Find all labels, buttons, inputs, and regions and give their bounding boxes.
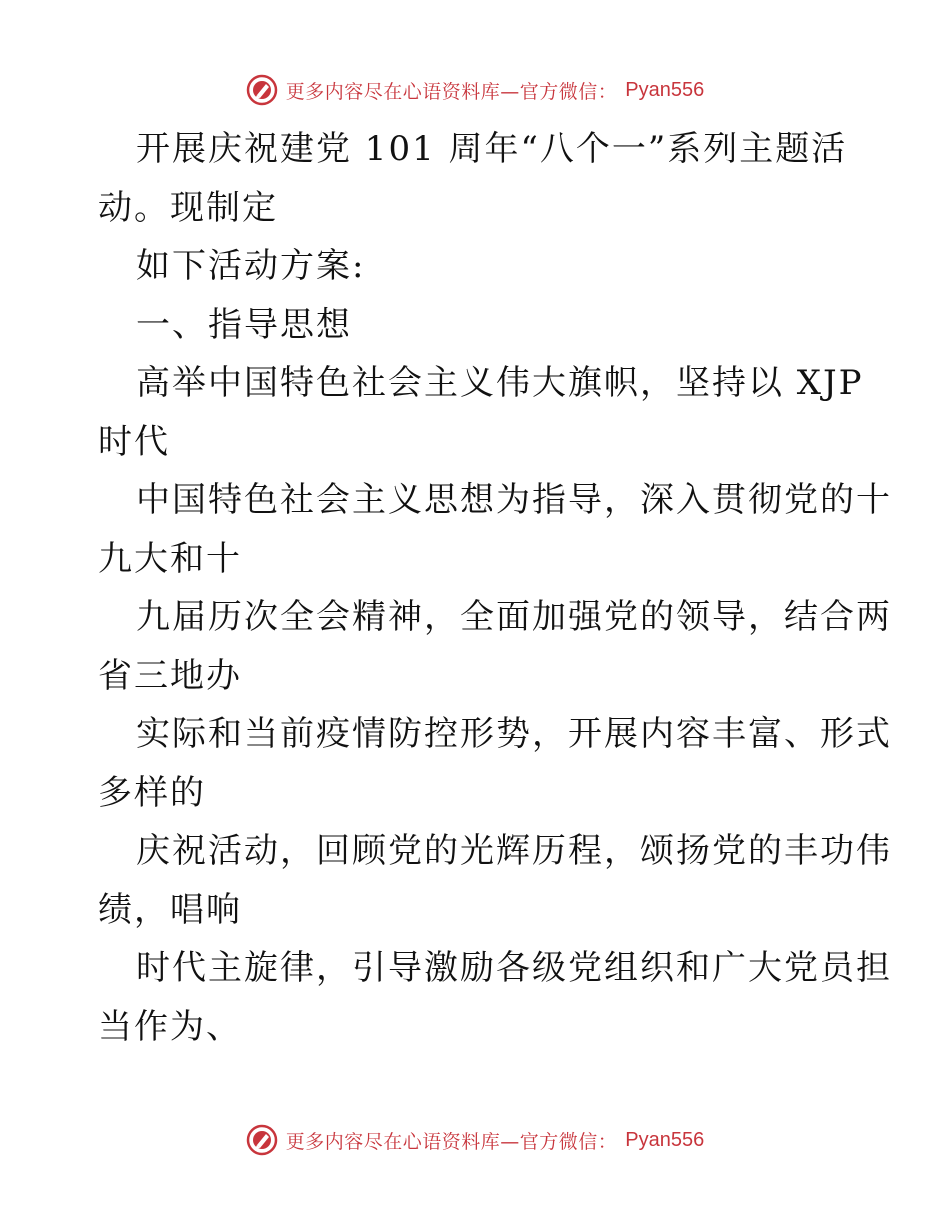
red-pen-circle-logo-icon bbox=[246, 1124, 278, 1156]
body-line: 一、指导思想 bbox=[136, 304, 352, 345]
body-line: 多样的 bbox=[98, 772, 206, 813]
footer-watermark bbox=[0, 1124, 950, 1156]
body-line: 绩，唱响 bbox=[98, 889, 242, 930]
document-body bbox=[98, 120, 892, 1056]
body-line: 动。现制定 bbox=[98, 187, 278, 228]
wechat-id: Pyan556 bbox=[625, 1128, 705, 1151]
body-line: 如下活动方案: bbox=[136, 246, 366, 286]
body-line: 高举中国特色社会主义伟大旗帜，坚持以 XJP bbox=[136, 363, 864, 403]
body-line: 省三地办 bbox=[98, 655, 242, 696]
wechat-id: Pyan556 bbox=[625, 78, 705, 101]
body-line: 九届历次全会精神，全面加强党的领导，结合两 bbox=[136, 597, 892, 637]
body-line: 开展庆祝建党 101 周年“八个一”系列主题活 bbox=[136, 129, 848, 169]
red-pen-circle-logo-icon bbox=[246, 74, 278, 106]
body-line: 庆祝活动，回顾党的光辉历程，颂扬党的丰功伟 bbox=[136, 831, 892, 871]
body-line: 当作为、 bbox=[98, 1006, 242, 1047]
body-line: 时代主旋律，引导激励各级党组织和广大党员担 bbox=[136, 948, 892, 988]
watermark-text: 更多内容尽在心语资料库—官方微信： bbox=[285, 1130, 618, 1153]
body-line: 时代 bbox=[98, 421, 170, 462]
body-line: 实际和当前疫情防控形势，开展内容丰富、形式 bbox=[136, 714, 892, 754]
header-watermark bbox=[0, 74, 950, 106]
watermark-text: 更多内容尽在心语资料库—官方微信： bbox=[285, 80, 618, 103]
body-line: 中国特色社会主义思想为指导，深入贯彻党的十 bbox=[136, 480, 892, 520]
body-line: 九大和十 bbox=[98, 538, 242, 579]
